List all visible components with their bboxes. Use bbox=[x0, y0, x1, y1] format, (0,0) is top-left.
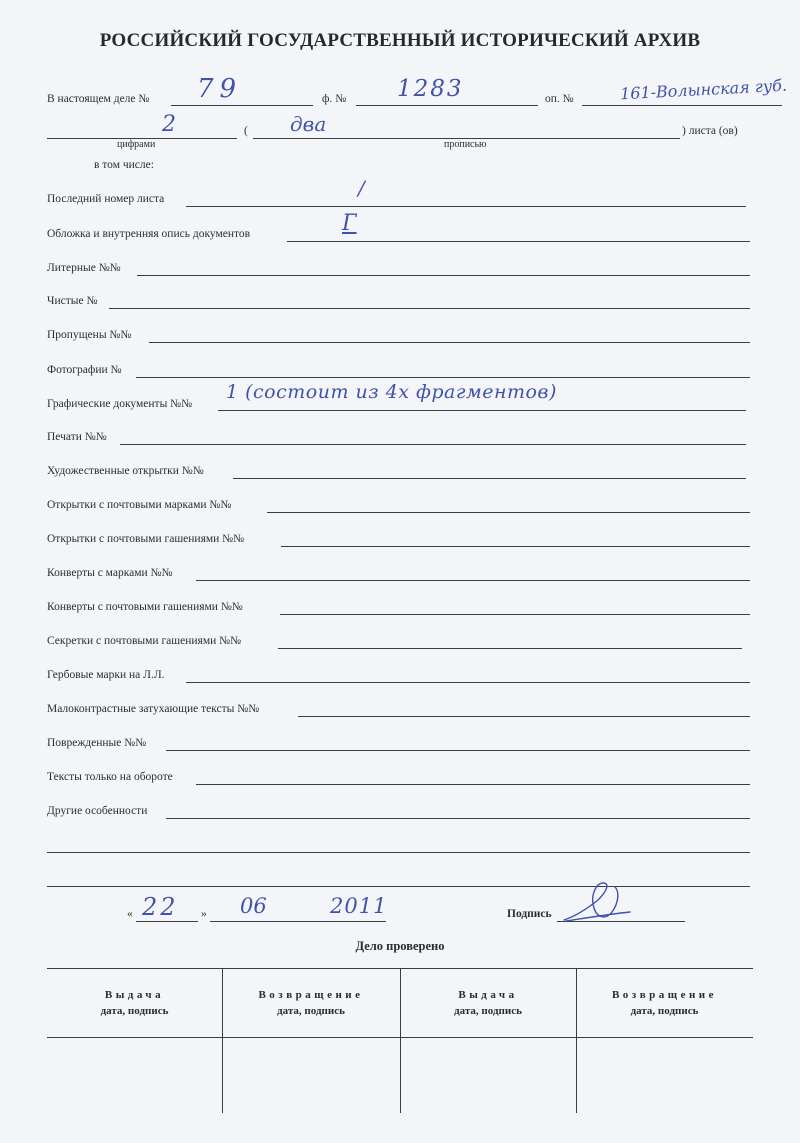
signature-label: Подпись bbox=[507, 908, 552, 920]
field-label-seals: Печати №№ bbox=[47, 431, 107, 443]
field-line-last-sheet bbox=[186, 206, 746, 207]
field-value-cover: Г bbox=[342, 211, 357, 236]
fond-label: ф. № bbox=[322, 93, 347, 105]
field-label-art-cards: Художественные открытки №№ bbox=[47, 465, 204, 477]
case-line bbox=[171, 105, 313, 106]
words-caption: прописью bbox=[444, 139, 487, 150]
table-header-title: Возвращение bbox=[611, 989, 718, 1001]
field-line-env-stamps bbox=[196, 580, 750, 581]
field-line-seals bbox=[120, 444, 746, 445]
field-label-env-stamps: Конверты с марками №№ bbox=[47, 567, 173, 579]
case-checked-heading: Дело проверено bbox=[355, 939, 445, 953]
opis-value: 161-Волынская губ. bbox=[619, 75, 788, 104]
field-label-skipped: Пропущены №№ bbox=[47, 329, 132, 341]
field-line-faded bbox=[298, 716, 750, 717]
field-line-photos bbox=[136, 377, 750, 378]
date-day: 22 bbox=[142, 893, 179, 921]
table-header-title: Возвращение bbox=[258, 989, 364, 1001]
date-month: 06 bbox=[240, 894, 267, 918]
table-header-subtitle: дата, подпись bbox=[454, 1005, 522, 1017]
digits-caption: цифрами bbox=[117, 139, 156, 150]
table-header-subtitle: дата, подпись bbox=[630, 1005, 699, 1017]
field-label-blank: Чистые № bbox=[47, 295, 98, 307]
table-header-title: Выдача bbox=[458, 989, 518, 1001]
table-header-title: Выдача bbox=[104, 989, 165, 1001]
field-line-other bbox=[166, 818, 750, 819]
field-line-art-cards bbox=[233, 478, 746, 479]
field-label-env-cancel: Конверты с почтовыми гашениями №№ bbox=[47, 601, 243, 613]
opis-label: оп. № bbox=[545, 93, 574, 105]
field-line-graphic bbox=[218, 410, 746, 411]
date-open-quote: « bbox=[127, 908, 133, 920]
opis-line bbox=[582, 105, 782, 106]
field-label-cards-cancel: Открытки с почтовыми гашениями №№ bbox=[47, 533, 245, 545]
field-line-extra-2 bbox=[47, 886, 750, 887]
field-line-revenue bbox=[186, 682, 750, 683]
fond-value: 1283 bbox=[397, 76, 464, 102]
form-title: РОССИЙСКИЙ ГОСУДАРСТВЕННЫЙ ИСТОРИЧЕСКИЙ АРХИВ bbox=[99, 30, 701, 51]
field-line-damaged bbox=[166, 750, 750, 751]
table-header-subtitle: дата, подпись bbox=[100, 1005, 169, 1017]
field-label-graphic: Графические документы №№ bbox=[47, 398, 193, 410]
field-line-extra-1 bbox=[47, 852, 750, 853]
table-header-issue-1 bbox=[47, 987, 222, 1019]
field-label-other: Другие особенности bbox=[47, 805, 148, 817]
fond-line bbox=[356, 105, 538, 106]
handwritten-signature bbox=[560, 878, 634, 926]
field-line-literal bbox=[137, 275, 750, 276]
field-line-skipped bbox=[149, 342, 750, 343]
table-header-return-1 bbox=[222, 987, 400, 1019]
case-value: 79 bbox=[197, 74, 243, 104]
field-label-cover: Обложка и внутренняя опись документов bbox=[47, 228, 251, 240]
field-label-faded: Малоконтрастные затухающие тексты №№ bbox=[47, 703, 260, 715]
table-header-subtitle: дата, подпись bbox=[277, 1005, 345, 1017]
field-line-cards-stamps bbox=[267, 512, 750, 513]
sheets-suffix: ) листа (ов) bbox=[682, 125, 738, 137]
field-label-secret-cancel: Секретки с почтовыми гашениями №№ bbox=[47, 635, 242, 647]
field-label-photos: Фотографии № bbox=[47, 364, 122, 376]
open-paren: ( bbox=[244, 125, 248, 137]
including-label: в том числе: bbox=[94, 159, 154, 171]
field-line-cover bbox=[287, 241, 750, 242]
field-line-secret-cancel bbox=[278, 648, 742, 649]
field-label-revenue: Гербовые марки на Л.Л. bbox=[47, 669, 165, 681]
field-value-graphic: 1 (состоит из 4х фрагментов) bbox=[226, 381, 557, 403]
table-header-issue-2 bbox=[400, 987, 576, 1019]
date-day-line bbox=[136, 921, 198, 922]
field-label-reverse: Тексты только на обороте bbox=[47, 771, 173, 783]
date-close-quote: » bbox=[201, 908, 207, 920]
date-year: 2011 bbox=[330, 894, 388, 918]
field-line-reverse bbox=[196, 784, 750, 785]
field-line-env-cancel bbox=[280, 614, 750, 615]
table-header-return-2 bbox=[576, 987, 753, 1019]
date-month-year-line bbox=[210, 921, 386, 922]
field-line-cards-cancel bbox=[281, 546, 750, 547]
field-label-last-sheet: Последний номер листа bbox=[47, 193, 165, 205]
case-label: В настоящем деле № bbox=[47, 93, 150, 105]
field-label-damaged: Поврежденные №№ bbox=[47, 737, 147, 749]
field-line-blank bbox=[109, 308, 750, 309]
field-label-cards-stamps: Открытки с почтовыми марками №№ bbox=[47, 499, 232, 511]
words-value: два bbox=[290, 112, 327, 136]
field-value-last-sheet: / bbox=[358, 176, 365, 200]
field-label-literal: Литерные №№ bbox=[47, 262, 121, 274]
digits-value: 2 bbox=[162, 112, 176, 137]
